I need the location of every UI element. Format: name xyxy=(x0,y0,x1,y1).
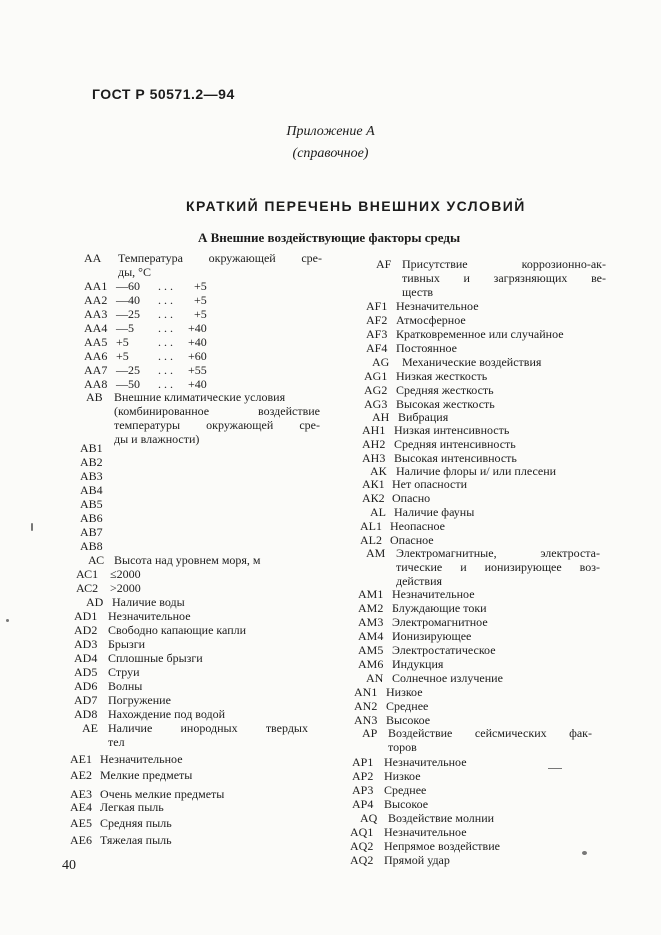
scan-speck xyxy=(6,619,9,622)
entry-text: Мелкие предметы xyxy=(100,768,193,782)
entry-code: АН1 xyxy=(362,423,386,437)
appendix-label: Приложение А xyxy=(286,124,375,139)
range-dots: . . . xyxy=(158,321,173,335)
entry-text: Незначительное xyxy=(384,825,467,839)
entry-text: Атмосферное xyxy=(396,313,466,327)
entry-text: Ионизирующее xyxy=(392,629,472,643)
entry-text: Незначительное xyxy=(108,609,191,623)
description-line: температуры окружающей сре- xyxy=(114,418,320,432)
scan-speck xyxy=(31,523,33,531)
entry-code: AD3 xyxy=(74,637,98,651)
range-min: +5 xyxy=(116,335,129,349)
entry-code: AD6 xyxy=(74,679,98,693)
description-line: ществ xyxy=(402,285,434,299)
entry-code: AD2 xyxy=(74,623,98,637)
entry-code: АР xyxy=(362,726,378,740)
entry-text: Тяжелая пыль xyxy=(100,833,172,847)
description-line: Наличие инородных твердых xyxy=(108,721,308,735)
description-line: Внешние климатические условия xyxy=(114,390,286,404)
entry-text: Наличие флоры и/ или плесени xyxy=(396,464,557,478)
entry-text: Низкая жесткость xyxy=(396,369,488,383)
entry-code: AQ2 xyxy=(350,853,374,867)
entry-text: Индукция xyxy=(392,657,444,671)
entry-code: AM xyxy=(366,546,386,560)
entry-text: Воздействие молнии xyxy=(388,811,495,825)
entry-code: АЕ xyxy=(82,721,98,735)
entry-text: Незначительное xyxy=(396,299,479,313)
description-line: ды, °С xyxy=(118,265,151,279)
entry-text: Свободно капающие капли xyxy=(108,623,247,637)
entry-text: Низкое xyxy=(384,769,421,783)
entry-code: AN1 xyxy=(354,685,378,699)
range-min: +5 xyxy=(116,349,129,363)
entry-text: Постоянное xyxy=(396,341,457,355)
range-max: +40 xyxy=(188,321,207,335)
entry-code: AD5 xyxy=(74,665,98,679)
document-header: ГОСТ Р 50571.2—94 xyxy=(92,86,235,102)
range-dots: . . . xyxy=(158,349,173,363)
entry-text: Сплошные брызги xyxy=(108,651,203,665)
range-dots: . . . xyxy=(158,335,173,349)
entry-code: AG3 xyxy=(364,397,388,411)
entry-code: AD xyxy=(86,595,104,609)
entry-text: ≤2000 xyxy=(110,567,141,581)
entry-code: АН xyxy=(372,410,390,424)
range-max: +5 xyxy=(194,293,207,307)
range-min: —5 xyxy=(116,321,134,335)
range-min: —60 xyxy=(116,279,140,293)
entry-text: Неопасное xyxy=(390,519,445,533)
entry-text: Солнечное излучение xyxy=(392,671,503,685)
entry-text: Средняя пыль xyxy=(100,816,172,830)
range-max: +60 xyxy=(188,349,207,363)
description-line: Температура окружающей сре- xyxy=(118,251,322,265)
entry-text: Опасно xyxy=(392,491,431,505)
entry-text: Среднее xyxy=(384,783,427,797)
entry-code: AQ1 xyxy=(350,825,374,839)
entry-text: Брызги xyxy=(108,637,146,651)
range-dots: . . . xyxy=(158,293,173,307)
entry-code: AM3 xyxy=(358,615,384,629)
scan-speck xyxy=(582,851,587,855)
entry-code: АС xyxy=(88,553,105,567)
description-line: тические и ионизирующее воз- xyxy=(396,560,600,574)
entry-text: Низкое xyxy=(386,685,423,699)
entry-code: АН2 xyxy=(362,437,386,451)
entry-code: AG1 xyxy=(364,369,388,383)
description-line: торов xyxy=(388,740,417,754)
entry-code: АА5 xyxy=(84,335,108,349)
entry-text: Средняя интенсивность xyxy=(394,437,516,451)
entry-text: Вибрация xyxy=(398,410,449,424)
entry-code: AD7 xyxy=(74,693,98,707)
entry-description xyxy=(118,251,322,279)
entry-text: Низкая интенсивность xyxy=(394,423,510,437)
entry-code: AL2 xyxy=(360,533,382,547)
entry-code: АС1 xyxy=(76,567,99,581)
entry-text: >2000 xyxy=(110,581,141,595)
page-title: КРАТКИЙ ПЕРЕЧЕНЬ ВНЕШНИХ УСЛОВИЙ xyxy=(186,198,526,214)
entry-code: АЕ4 xyxy=(70,800,92,814)
entry-code: АВ7 xyxy=(80,525,103,539)
entry-code: AL xyxy=(370,505,386,519)
entry-code: АА4 xyxy=(84,321,108,335)
entry-text: Погружение xyxy=(108,693,171,707)
entry-text: Незначительное xyxy=(100,752,183,766)
range-min: —50 xyxy=(116,377,140,391)
entry-code: АА xyxy=(84,251,102,265)
entry-code: АА6 xyxy=(84,349,108,363)
entry-text: Механические воздействия xyxy=(402,355,542,369)
entry-code: AF3 xyxy=(366,327,388,341)
range-min: —40 xyxy=(116,293,140,307)
entry-code: АН3 xyxy=(362,451,386,465)
page-number: 40 xyxy=(62,858,76,873)
entry-text: Опасное xyxy=(390,533,434,547)
entry-text: Высота над уровнем моря, м xyxy=(114,553,261,567)
entry-code: АС2 xyxy=(76,581,99,595)
entry-code: AN2 xyxy=(354,699,378,713)
entry-code: AD8 xyxy=(74,707,98,721)
entry-text: Электростатическое xyxy=(392,643,496,657)
description-line: тивных и загрязняющих ве- xyxy=(402,271,606,285)
entry-code: АВ6 xyxy=(80,511,103,525)
entry-code: АР2 xyxy=(352,769,374,783)
entry-description xyxy=(388,726,592,754)
entry-description xyxy=(402,257,606,299)
entry-code: AF xyxy=(376,257,392,271)
range-dots: . . . xyxy=(158,377,173,391)
entry-code: АА7 xyxy=(84,363,108,377)
entry-code: AM5 xyxy=(358,643,384,657)
entry-code: АВ5 xyxy=(80,497,103,511)
entry-text: Блуждающие токи xyxy=(392,601,487,615)
entry-description xyxy=(396,546,600,588)
range-dots: . . . xyxy=(158,363,173,377)
entry-code: АЕ3 xyxy=(70,787,92,801)
entry-text: Высокая интенсивность xyxy=(394,451,517,465)
description-line: (комбинированное воздействие xyxy=(114,404,320,418)
entry-description xyxy=(114,390,320,446)
entry-code: АА1 xyxy=(84,279,108,293)
entry-text: Легкая пыль xyxy=(100,800,164,814)
scan-speck xyxy=(548,768,562,769)
entry-code: AD1 xyxy=(74,609,98,623)
entry-text: Наличие фауны xyxy=(394,505,475,519)
entry-code: AF2 xyxy=(366,313,388,327)
entry-text: Высокое xyxy=(386,713,431,727)
entry-text: Высокое xyxy=(384,797,429,811)
description-line: Воздействие сейсмических фак- xyxy=(388,726,592,740)
entry-text: Кратковременное или случайное xyxy=(396,327,564,341)
entry-code: AG xyxy=(372,355,390,369)
entry-code: АВ4 xyxy=(80,483,103,497)
entry-code: АЕ5 xyxy=(70,816,92,830)
entry-code: AL1 xyxy=(360,519,382,533)
entry-code: AM4 xyxy=(358,629,384,643)
range-max: +5 xyxy=(194,279,207,293)
entry-text: Нахождение под водой xyxy=(108,707,226,721)
entry-code: АЕ2 xyxy=(70,768,92,782)
description-line: Присутствие коррозионно-ак- xyxy=(402,257,606,271)
description-line: Электромагнитные, электроста- xyxy=(396,546,600,560)
entry-text: Струи xyxy=(108,665,140,679)
entry-code: AF1 xyxy=(366,299,388,313)
entry-code: AN3 xyxy=(354,713,378,727)
entry-code: AF4 xyxy=(366,341,388,355)
entry-code: АК xyxy=(370,464,387,478)
entry-code: АВ8 xyxy=(80,539,103,553)
entry-code: АВ2 xyxy=(80,455,103,469)
entry-code: АВ3 xyxy=(80,469,103,483)
entry-text: Электромагнитное xyxy=(392,615,488,629)
range-dots: . . . xyxy=(158,307,173,321)
description-line: ды и влажности) xyxy=(114,432,200,446)
entry-text: Наличие воды xyxy=(112,595,185,609)
entry-code: АВ1 xyxy=(80,441,103,455)
range-dots: . . . xyxy=(158,279,173,293)
range-max: +5 xyxy=(194,307,207,321)
range-max: +40 xyxy=(188,335,207,349)
entry-code: АА2 xyxy=(84,293,108,307)
range-min: —25 xyxy=(116,363,140,377)
entry-code: АК1 xyxy=(362,477,385,491)
entry-code: АР1 xyxy=(352,755,374,769)
range-min: —25 xyxy=(116,307,140,321)
entry-text: Непрямое воздействие xyxy=(384,839,500,853)
entry-text: Волны xyxy=(108,679,143,693)
entry-code: AN xyxy=(366,671,384,685)
entry-text: Среднее xyxy=(386,699,429,713)
entry-code: AM6 xyxy=(358,657,384,671)
appendix-note: (справочное) xyxy=(292,146,369,161)
section-subtitle: А Внешние воздействующие факторы среды xyxy=(198,230,461,245)
range-max: +55 xyxy=(188,363,207,377)
entry-code: АЕ1 xyxy=(70,752,92,766)
description-line: действия xyxy=(396,574,443,588)
entry-description xyxy=(108,721,308,749)
entry-code: AD4 xyxy=(74,651,98,665)
entry-text: Средняя жесткость xyxy=(396,383,494,397)
entry-code: АА8 xyxy=(84,377,108,391)
description-line: тел xyxy=(108,735,125,749)
range-max: +40 xyxy=(188,377,207,391)
entry-code: АЕ6 xyxy=(70,833,92,847)
entry-code: AM1 xyxy=(358,587,384,601)
entry-code: AQ xyxy=(360,811,378,825)
entry-code: АВ xyxy=(86,390,103,404)
entry-code: AG2 xyxy=(364,383,388,397)
entry-text: Незначительное xyxy=(392,587,475,601)
entry-text: Незначительное xyxy=(384,755,467,769)
entry-code: АК2 xyxy=(362,491,385,505)
entry-text: Высокая жесткость xyxy=(396,397,495,411)
entry-text: Нет опасности xyxy=(392,477,468,491)
entry-text: Прямой удар xyxy=(384,853,450,867)
entry-code: АА3 xyxy=(84,307,108,321)
entry-code: АР4 xyxy=(352,797,374,811)
entry-text: Очень мелкие предметы xyxy=(100,787,225,801)
entry-code: AQ2 xyxy=(350,839,374,853)
entry-code: AM2 xyxy=(358,601,384,615)
entry-code: АР3 xyxy=(352,783,374,797)
